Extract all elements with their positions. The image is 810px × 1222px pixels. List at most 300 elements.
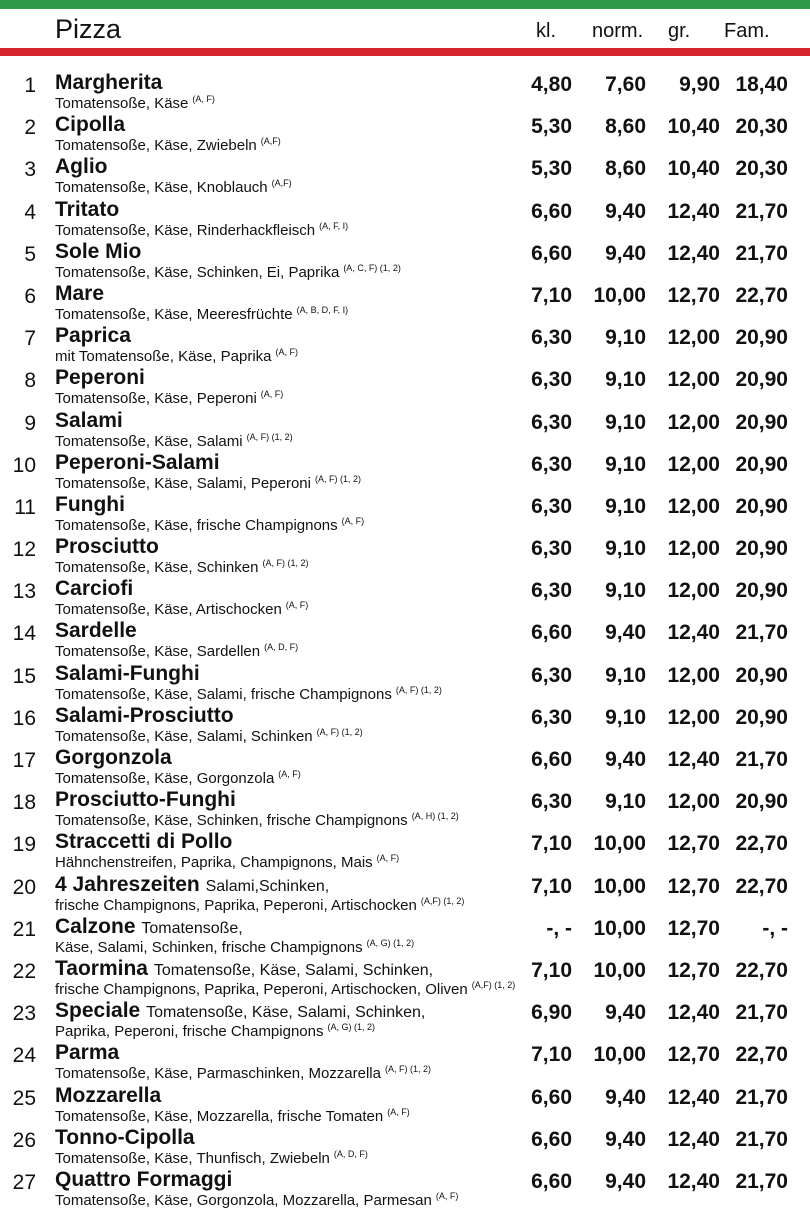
item-number: 15 <box>12 664 36 688</box>
item-name-text: Gorgonzola <box>55 746 172 769</box>
menu-item <box>0 1083 810 1125</box>
item-desc-text: Tomatensoße, Käse, frische Champignons <box>55 516 338 534</box>
item-description <box>55 853 399 871</box>
item-description <box>55 347 298 365</box>
price-fam: 20,90 <box>735 790 788 814</box>
price-norm: 7,60 <box>605 73 646 96</box>
price-kl: 6,90 <box>531 1001 572 1025</box>
item-name-text: Carciofi <box>55 577 134 601</box>
item-number: 19 <box>12 833 36 857</box>
price-fam: 20,90 <box>735 410 788 434</box>
item-name <box>55 915 243 939</box>
item-number: 6 <box>24 284 36 308</box>
item-allergens: (A, F) <box>192 94 215 104</box>
price-gr: 12,00 <box>667 410 720 434</box>
price-fam: 21,70 <box>735 1169 788 1193</box>
item-name <box>55 746 172 770</box>
item-name-text: Taormina <box>55 956 148 980</box>
price-norm: 10,00 <box>593 958 646 982</box>
item-name <box>55 113 125 137</box>
item-name-text: Sole Mio <box>55 239 142 263</box>
price-kl: 5,30 <box>531 157 572 181</box>
item-desc-text: Tomatensoße, Käse, Zwiebeln <box>55 137 257 155</box>
item-number: 4 <box>24 200 36 224</box>
item-name <box>55 957 433 981</box>
menu-item <box>0 618 810 660</box>
price-fam: 21,70 <box>735 621 788 645</box>
item-name-text: Salami-Funghi <box>55 661 200 685</box>
item-name-text: Mozzarella <box>55 1083 162 1107</box>
price-gr: 12,40 <box>667 199 720 223</box>
item-number: 25 <box>12 1086 36 1110</box>
menu-item <box>0 239 810 281</box>
price-norm: 9,40 <box>605 1127 646 1151</box>
menu-item <box>0 1040 810 1082</box>
item-name <box>55 535 159 559</box>
menu-item <box>0 323 810 365</box>
item-desc-text: Tomatensoße, Käse, Salami, frische Champignons <box>55 685 392 703</box>
item-name-text: Peperoni <box>55 366 145 390</box>
price-gr: 12,40 <box>667 1085 720 1109</box>
item-name-text: Aglio <box>55 155 108 179</box>
price-norm: 9,10 <box>605 326 646 350</box>
item-name-text: Tonno-Cipolla <box>55 1125 195 1149</box>
item-allergens: (A, F) <box>260 389 284 400</box>
price-gr: 10,40 <box>667 115 720 139</box>
price-norm: 9,40 <box>605 621 646 645</box>
item-allergens: (A, B, D, F, I) <box>296 304 349 315</box>
menu-item <box>0 281 810 323</box>
price-kl: 6,30 <box>531 705 572 729</box>
item-description <box>55 389 283 407</box>
item-number: 1 <box>24 74 36 97</box>
price-kl: 7,10 <box>531 283 572 307</box>
price-norm: 10,00 <box>593 832 646 856</box>
item-desc-text: Tomatensoße, Käse, Salami, Schinken <box>55 727 313 745</box>
item-name <box>55 198 119 222</box>
price-norm: 8,60 <box>605 157 646 181</box>
item-description <box>55 305 348 323</box>
item-desc-text: Tomatensoße, Käse, Gorgonzola <box>55 770 275 787</box>
item-allergens: (A, C, F) (1, 2) <box>343 262 401 273</box>
price-norm: 9,10 <box>605 537 646 561</box>
col-header-fam: Fam. <box>724 20 770 42</box>
price-kl: 6,30 <box>531 494 572 518</box>
price-gr: 12,00 <box>667 705 720 729</box>
item-name-text: Salami-Prosciutto <box>55 703 234 727</box>
item-allergens: (A, F) <box>376 853 400 864</box>
item-description <box>55 221 348 239</box>
price-gr: 12,70 <box>667 958 720 982</box>
item-description <box>55 980 515 998</box>
price-gr: 12,40 <box>667 621 720 645</box>
menu-item <box>0 1125 810 1167</box>
menu-item <box>0 914 810 956</box>
item-description <box>55 136 281 154</box>
item-name <box>55 71 162 95</box>
item-desc-text: Tomatensoße, Käse, Gorgonzola, Mozzarella, Parmesan <box>55 1191 432 1209</box>
item-description <box>55 474 361 492</box>
price-kl: 6,30 <box>531 663 572 687</box>
price-kl: 6,60 <box>531 1169 572 1193</box>
price-gr: 12,00 <box>667 494 720 518</box>
item-name <box>55 155 108 179</box>
item-number: 7 <box>24 327 36 351</box>
item-number: 17 <box>12 749 36 772</box>
price-fam: 22,70 <box>735 283 788 307</box>
price-gr: 12,00 <box>667 537 720 561</box>
price-norm: 9,40 <box>605 1169 646 1193</box>
item-number: 21 <box>12 917 36 941</box>
item-number: 23 <box>12 1002 36 1026</box>
price-gr: 12,00 <box>667 368 720 392</box>
item-desc-text: Hähnchenstreifen, Paprika, Champignons, Mais <box>55 854 373 872</box>
price-fam: 20,90 <box>735 579 788 603</box>
price-fam: 20,90 <box>735 452 788 476</box>
item-number: 16 <box>12 706 36 730</box>
item-desc-text: frische Champignons, Paprika, Peperoni, Artischocken <box>55 896 417 914</box>
item-inline-desc: Tomatensoße, <box>141 919 243 937</box>
item-description <box>55 1107 410 1125</box>
item-description <box>55 1064 431 1082</box>
item-name-text: Parma <box>55 1041 120 1065</box>
price-norm: 9,40 <box>605 748 646 771</box>
item-allergens: (A,F) <box>260 136 281 147</box>
price-kl: 6,30 <box>531 368 572 392</box>
price-kl: 7,10 <box>531 1043 572 1067</box>
item-allergens: (A, G) (1, 2) <box>366 937 415 948</box>
price-norm: 10,00 <box>593 1043 646 1067</box>
item-description <box>55 558 308 576</box>
item-name <box>55 451 220 475</box>
price-fam: 21,70 <box>735 241 788 265</box>
item-name-text: Funghi <box>55 492 125 516</box>
menu-item <box>0 154 810 196</box>
item-desc-text: Tomatensoße, Käse, Sardellen <box>55 643 261 661</box>
menu-item <box>0 112 810 154</box>
item-allergens: (A,F) (1, 2) <box>471 979 516 990</box>
menu-item <box>0 365 810 407</box>
price-norm: 9,10 <box>605 579 646 603</box>
price-fam: -, - <box>762 916 788 940</box>
item-name-text: Quattro Formaggi <box>55 1167 233 1191</box>
item-name <box>55 366 145 390</box>
price-kl: 6,30 <box>531 410 572 434</box>
item-name <box>55 1084 161 1108</box>
item-name-text: Tritato <box>55 197 120 221</box>
price-gr: 12,70 <box>667 283 720 307</box>
price-kl: 6,60 <box>531 1085 572 1109</box>
item-allergens: (A, D, F) <box>264 642 299 653</box>
item-number: 2 <box>24 116 36 140</box>
item-allergens: (A, D, F) <box>333 1148 368 1159</box>
item-desc-text: Tomatensoße, Käse, Schinken, Ei, Paprika <box>55 263 340 281</box>
menu-item <box>0 829 810 871</box>
col-header-norm: norm. <box>592 20 644 42</box>
item-desc-text: Tomatensoße, Käse, Salami, Peperoni <box>55 474 311 492</box>
item-name <box>55 830 232 854</box>
item-allergens: (A, G) (1, 2) <box>327 1022 375 1033</box>
item-allergens: (A, F) <box>278 769 301 779</box>
item-description <box>55 769 301 787</box>
price-norm: 9,10 <box>605 452 646 476</box>
price-kl: 6,30 <box>531 326 572 350</box>
item-allergens: (A,F) (1, 2) <box>420 895 465 906</box>
price-gr: 12,40 <box>667 1127 720 1151</box>
item-allergens: (A, F) <box>387 1106 410 1117</box>
price-norm: 8,60 <box>605 115 646 139</box>
item-number: 11 <box>14 495 36 519</box>
col-header-gr: gr. <box>668 20 691 42</box>
item-description <box>55 1149 368 1167</box>
item-name <box>55 577 133 601</box>
item-desc-text: Paprika, Peperoni, frische Champignons <box>55 1023 324 1041</box>
item-name-text: 4 Jahreszeiten <box>55 872 200 896</box>
item-name-text: Speciale <box>55 999 141 1023</box>
item-description <box>55 600 308 618</box>
menu-item <box>0 534 810 576</box>
price-kl: 7,10 <box>531 832 572 856</box>
item-number: 8 <box>24 369 36 393</box>
price-gr: 12,00 <box>667 579 720 603</box>
price-gr: 12,40 <box>667 1169 720 1193</box>
price-kl: 6,30 <box>531 790 572 814</box>
price-kl: 6,60 <box>531 199 572 223</box>
item-desc-text: Tomatensoße, Käse, Schinken, frische Champignons <box>55 812 408 830</box>
item-desc-text: Tomatensoße, Käse, Rinderhackfleisch <box>55 221 316 239</box>
item-name <box>55 662 200 686</box>
price-gr: 12,00 <box>667 326 720 350</box>
item-desc-text: Tomatensoße, Käse, Mozzarella, frische Tomaten <box>55 1107 384 1125</box>
price-gr: 12,70 <box>667 832 720 856</box>
item-description <box>55 178 292 196</box>
price-fam: 20,90 <box>735 537 788 561</box>
item-allergens: (A, F) <box>285 600 309 611</box>
price-kl: 4,80 <box>531 73 572 96</box>
price-norm: 10,00 <box>593 283 646 307</box>
item-name <box>55 324 131 348</box>
item-allergens: (A, F) (1, 2) <box>316 726 363 737</box>
item-description <box>55 938 414 956</box>
item-description <box>55 1022 375 1040</box>
price-norm: 9,40 <box>605 241 646 265</box>
item-description <box>55 432 293 450</box>
item-allergens: (A,F) <box>271 178 292 189</box>
menu-item <box>0 1167 810 1209</box>
item-allergens: (A, F) (1, 2) <box>384 1064 431 1075</box>
item-name <box>55 282 104 306</box>
item-inline-desc: Tomatensoße, Käse, Salami, Schinken, <box>146 1004 426 1022</box>
price-fam: 21,70 <box>735 199 788 223</box>
price-fam: 22,70 <box>735 958 788 982</box>
price-norm: 9,10 <box>605 705 646 729</box>
price-gr: 9,90 <box>679 73 720 96</box>
price-gr: 12,40 <box>667 748 720 771</box>
item-name-text: Sardelle <box>55 619 137 643</box>
price-kl: 5,30 <box>531 115 572 139</box>
price-gr: 12,00 <box>667 790 720 814</box>
menu-item <box>0 450 810 492</box>
item-name-text: Calzone <box>55 914 136 938</box>
price-fam: 21,70 <box>735 1085 788 1109</box>
item-name-text: Peperoni-Salami <box>55 450 220 474</box>
item-number: 3 <box>24 158 36 182</box>
item-desc-text: Tomatensoße, Käse, Meeresfrüchte <box>55 305 293 323</box>
item-name-text: Cipolla <box>55 113 126 137</box>
item-desc-text: Käse, Salami, Schinken, frische Champignons <box>55 938 363 956</box>
item-number: 13 <box>12 580 36 604</box>
menu-item <box>0 787 810 829</box>
item-desc-text: Tomatensoße, Käse, Parmaschinken, Mozzarella <box>55 1065 381 1083</box>
item-name <box>55 1041 119 1065</box>
price-norm: 9,10 <box>605 494 646 518</box>
price-norm: 9,10 <box>605 368 646 392</box>
menu-item <box>0 703 810 745</box>
price-kl: -, - <box>546 916 572 940</box>
price-norm: 9,10 <box>605 410 646 434</box>
price-fam: 20,90 <box>735 705 788 729</box>
price-gr: 10,40 <box>667 157 720 181</box>
item-allergens: (A, H) (1, 2) <box>411 811 459 822</box>
col-header-kl: kl. <box>536 20 556 42</box>
green-stripe <box>0 0 810 9</box>
item-allergens: (A, F) (1, 2) <box>262 558 309 569</box>
item-number: 12 <box>12 538 36 562</box>
menu-item <box>0 197 810 239</box>
item-allergens: (A, F) <box>275 347 298 358</box>
item-desc-text: mit Tomatensoße, Käse, Paprika <box>55 348 272 366</box>
menu-item <box>0 745 810 787</box>
price-fam: 18,40 <box>735 73 788 96</box>
item-name <box>55 704 234 728</box>
item-number: 14 <box>12 622 36 646</box>
item-allergens: (A, F) <box>341 515 365 526</box>
price-fam: 20,90 <box>735 663 788 687</box>
item-name <box>55 788 236 812</box>
item-number: 9 <box>24 411 36 435</box>
item-desc-text: Tomatensoße, Käse, Thunfisch, Zwiebeln <box>55 1149 330 1167</box>
item-desc-text: Tomatensoße, Käse, Knoblauch <box>55 179 268 197</box>
menu-item <box>0 998 810 1040</box>
price-kl: 6,30 <box>531 579 572 603</box>
price-kl: 7,10 <box>531 958 572 982</box>
item-name-text: Prosciutto-Funghi <box>55 788 236 812</box>
price-gr: 12,70 <box>667 916 720 940</box>
item-allergens: (A, F, I) <box>319 220 349 231</box>
item-name <box>55 619 137 643</box>
item-number: 5 <box>24 242 36 266</box>
item-allergens: (A, F) <box>435 1190 459 1201</box>
price-kl: 6,60 <box>531 241 572 265</box>
price-fam: 21,70 <box>735 1001 788 1025</box>
price-fam: 20,90 <box>735 494 788 518</box>
price-fam: 20,30 <box>735 157 788 181</box>
price-fam: 22,70 <box>735 874 788 898</box>
item-description <box>55 727 363 745</box>
item-desc-text: Tomatensoße, Käse <box>55 95 189 112</box>
price-gr: 12,40 <box>667 1001 720 1025</box>
item-number: 26 <box>12 1128 36 1152</box>
item-name-text: Paprica <box>55 324 131 348</box>
item-number: 20 <box>12 875 36 899</box>
item-description <box>55 642 298 660</box>
price-kl: 6,30 <box>531 537 572 561</box>
item-number: 10 <box>12 453 36 477</box>
item-number: 24 <box>12 1044 36 1068</box>
item-name-text: Straccetti di Pollo <box>55 830 233 854</box>
menu-item <box>0 872 810 914</box>
pizza-list <box>0 70 810 1209</box>
item-number: 22 <box>12 959 36 983</box>
page-title: Pizza <box>55 14 122 44</box>
price-fam: 21,70 <box>735 1127 788 1151</box>
item-name <box>55 1126 195 1150</box>
price-norm: 9,40 <box>605 1085 646 1109</box>
menu-header <box>0 12 810 46</box>
item-name-text: Margherita <box>55 71 163 94</box>
menu-item <box>0 408 810 450</box>
item-description <box>55 516 364 534</box>
item-name-text: Salami <box>55 408 123 432</box>
item-description <box>55 896 464 914</box>
menu-item <box>0 956 810 998</box>
price-gr: 12,00 <box>667 452 720 476</box>
price-kl: 6,60 <box>531 1127 572 1151</box>
menu-item <box>0 492 810 534</box>
price-gr: 12,70 <box>667 1043 720 1067</box>
item-name <box>55 999 425 1023</box>
menu-item <box>0 70 810 112</box>
price-kl: 6,30 <box>531 452 572 476</box>
item-name-text: Prosciutto <box>55 535 159 559</box>
item-number: 18 <box>12 791 36 815</box>
item-allergens: (A, F) (1, 2) <box>314 473 361 484</box>
item-desc-text: Tomatensoße, Käse, Schinken <box>55 559 259 577</box>
item-description <box>55 263 401 281</box>
price-norm: 9,10 <box>605 663 646 687</box>
price-fam: 22,70 <box>735 1043 788 1067</box>
item-allergens: (A, F) (1, 2) <box>246 431 293 442</box>
item-desc-text: Tomatensoße, Käse, Peperoni <box>55 390 257 408</box>
item-name <box>55 493 125 517</box>
price-norm: 10,00 <box>593 916 646 940</box>
item-description <box>55 685 442 703</box>
item-allergens: (A, F) (1, 2) <box>395 684 442 695</box>
item-desc-text: frische Champignons, Paprika, Peperoni, Artischocken, Oliven <box>55 980 468 998</box>
item-name <box>55 1168 232 1192</box>
item-description <box>55 1191 458 1209</box>
price-gr: 12,40 <box>667 241 720 265</box>
price-norm: 10,00 <box>593 874 646 898</box>
item-inline-desc: Salami,Schinken, <box>205 877 330 895</box>
item-desc-text: Tomatensoße, Käse, Salami <box>55 432 243 450</box>
item-description <box>55 811 459 829</box>
price-fam: 20,90 <box>735 326 788 350</box>
price-fam: 20,30 <box>735 115 788 139</box>
price-kl: 6,60 <box>531 621 572 645</box>
price-norm: 9,40 <box>605 199 646 223</box>
price-fam: 22,70 <box>735 832 788 856</box>
price-gr: 12,00 <box>667 663 720 687</box>
item-name <box>55 240 141 264</box>
item-name <box>55 409 123 433</box>
item-desc-text: Tomatensoße, Käse, Artischocken <box>55 601 282 619</box>
item-number: 27 <box>12 1170 36 1194</box>
item-description <box>55 94 215 112</box>
item-name <box>55 873 329 897</box>
price-gr: 12,70 <box>667 874 720 898</box>
price-norm: 9,40 <box>605 1001 646 1025</box>
